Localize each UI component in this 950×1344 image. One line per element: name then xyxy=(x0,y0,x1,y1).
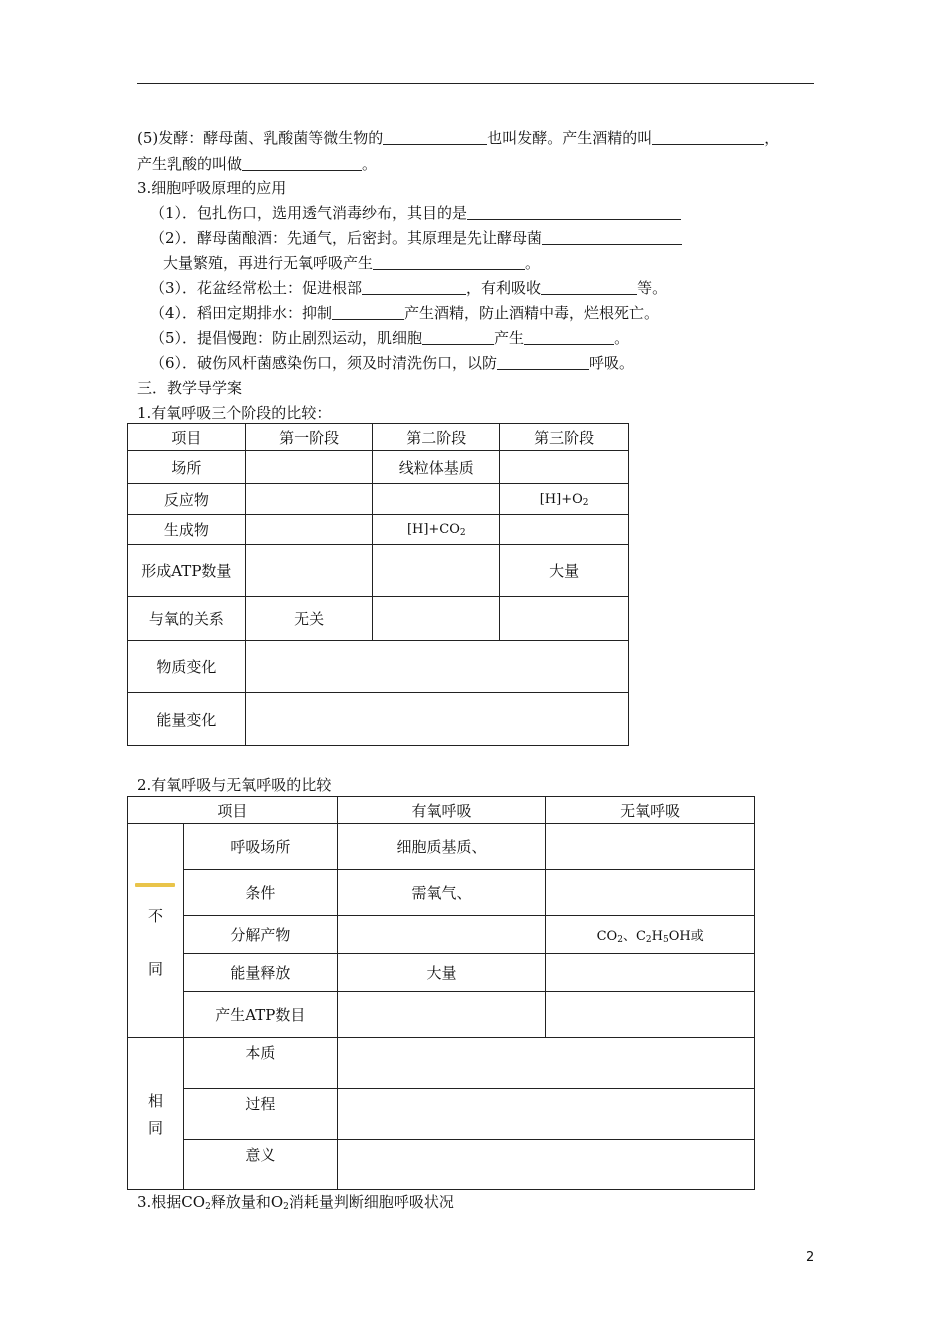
text: 呼吸。 xyxy=(589,354,635,372)
answer-blank[interactable] xyxy=(652,128,764,145)
table-cell: 大量 xyxy=(500,545,629,597)
header-cell: 项目 xyxy=(128,797,338,824)
header-cell: 项目 xyxy=(128,424,246,451)
table-cell xyxy=(546,916,755,954)
answer-cell[interactable] xyxy=(337,1038,754,1089)
text: 3.根据CO xyxy=(137,1193,206,1211)
answer-blank[interactable] xyxy=(383,128,487,145)
answer-cell[interactable] xyxy=(245,641,628,693)
similarity-group-label xyxy=(128,1038,184,1190)
answer-cell[interactable] xyxy=(500,451,629,484)
application-item-3 xyxy=(150,278,667,298)
ferment-line-1 xyxy=(137,128,779,148)
header-cell: 无氧呼吸 xyxy=(546,797,755,824)
text: （1）．包扎伤口，选用透气消毒纱布，其目的是 xyxy=(150,204,468,222)
text: 释放量和O xyxy=(210,1193,284,1211)
text: 、C xyxy=(622,929,646,944)
text: 等。 xyxy=(637,279,668,297)
answer-blank[interactable] xyxy=(467,203,681,220)
text: 同 xyxy=(147,1118,163,1137)
answer-blank[interactable] xyxy=(542,228,682,245)
subscript: 2 xyxy=(459,528,466,538)
answer-blank[interactable] xyxy=(497,353,589,370)
subscript: 2 xyxy=(283,1202,289,1212)
text: (5)发酵：酵母菌、乳酸菌等微生物的 xyxy=(137,129,384,147)
header-cell: 有氧呼吸 xyxy=(337,797,546,824)
answer-cell[interactable] xyxy=(245,545,373,597)
answer-cell[interactable] xyxy=(245,515,373,545)
answer-cell[interactable] xyxy=(373,484,500,515)
page-number: 2 xyxy=(806,1250,815,1265)
answer-cell[interactable] xyxy=(337,1089,754,1140)
row-label: 能量释放 xyxy=(183,954,337,992)
row-label: 产生ATP数目 xyxy=(183,992,337,1038)
text: （6）．破伤风杆菌感染伤口，须及时清洗伤口，以防 xyxy=(150,354,498,372)
table1-caption: 1.有氧呼吸三个阶段的比较： xyxy=(137,404,332,422)
application-item-4 xyxy=(150,303,659,323)
header-cell: 第三阶段 xyxy=(500,424,629,451)
header-cell: 第一阶段 xyxy=(245,424,373,451)
answer-blank[interactable] xyxy=(524,328,614,345)
text: 大量繁殖，再进行无氧呼吸产生 xyxy=(163,254,374,272)
table2-caption: 2.有氧呼吸与无氧呼吸的比较 xyxy=(137,776,332,794)
answer-blank[interactable] xyxy=(541,278,637,295)
ferment-line-2 xyxy=(137,154,377,174)
part-heading: 三．教学导学案 xyxy=(137,379,243,397)
row-label: 本质 xyxy=(183,1038,337,1089)
table-cell: 大量 xyxy=(337,954,546,992)
answer-cell[interactable] xyxy=(245,693,628,746)
text: [H]+CO xyxy=(406,522,460,537)
text: 。 xyxy=(525,254,541,272)
text: 也叫发酵。产生酒精的叫 xyxy=(487,129,653,147)
subscript: 5 xyxy=(662,935,669,945)
answer-cell[interactable] xyxy=(337,1140,754,1190)
text: （3）．花盆经常松土：促进根部 xyxy=(150,279,363,297)
answer-cell[interactable] xyxy=(373,545,500,597)
answer-cell[interactable] xyxy=(546,954,755,992)
text: 相 xyxy=(147,1091,163,1110)
answer-cell[interactable] xyxy=(546,824,755,870)
answer-blank[interactable] xyxy=(373,253,525,270)
row-label: 分解产物 xyxy=(183,916,337,954)
answer-cell[interactable] xyxy=(373,597,500,641)
text: ， xyxy=(764,129,780,147)
answer-blank[interactable] xyxy=(242,154,362,171)
text: 同 xyxy=(147,959,163,978)
answer-cell[interactable] xyxy=(337,992,546,1038)
row-label: 反应物 xyxy=(128,484,246,515)
answer-cell[interactable] xyxy=(245,484,373,515)
text: 不 xyxy=(147,906,163,925)
application-item-2 xyxy=(150,228,682,248)
row-label: 场所 xyxy=(128,451,246,484)
table-cell: 无关 xyxy=(245,597,373,641)
watermark-stamp xyxy=(135,883,175,887)
row-label: 与氧的关系 xyxy=(128,597,246,641)
answer-cell[interactable] xyxy=(546,870,755,916)
table-cell xyxy=(500,484,629,515)
section-heading xyxy=(137,1192,454,1212)
subscript: 2 xyxy=(582,497,589,508)
application-item-2-cont xyxy=(163,253,540,273)
answer-cell[interactable] xyxy=(245,451,373,484)
header-rule xyxy=(137,83,814,84)
text: （5）．提倡慢跑：防止剧烈运动，肌细胞 xyxy=(150,329,423,347)
section-heading: 3.细胞呼吸原理的应用 xyxy=(137,179,287,197)
row-label: 能量变化 xyxy=(128,693,246,746)
text: OH或 xyxy=(668,929,704,944)
application-item-5 xyxy=(150,328,629,348)
application-item-6 xyxy=(150,353,634,373)
answer-blank[interactable] xyxy=(422,328,494,345)
text: 产生 xyxy=(494,329,525,347)
row-label: 形成ATP数量 xyxy=(128,545,246,597)
table-cell xyxy=(373,515,500,545)
row-label: 物质变化 xyxy=(128,641,246,693)
row-label: 条件 xyxy=(183,870,337,916)
subscript: 2 xyxy=(205,1202,211,1212)
aerobic-stages-table xyxy=(127,423,629,746)
answer-cell[interactable] xyxy=(500,597,629,641)
row-label: 呼吸场所 xyxy=(183,824,337,870)
text: 消耗量判断细胞呼吸状况 xyxy=(288,1193,454,1211)
answer-blank[interactable] xyxy=(332,303,404,320)
table-cell: 细胞质基质、 xyxy=(337,824,546,870)
table-cell: 线粒体基质 xyxy=(373,451,500,484)
table-cell: 需氧气、 xyxy=(337,870,546,916)
answer-cell[interactable] xyxy=(546,992,755,1038)
difference-group-label xyxy=(128,824,184,1038)
row-label: 生成物 xyxy=(128,515,246,545)
text: 产生酒精，防止酒精中毒，烂根死亡。 xyxy=(404,304,660,322)
row-label: 意义 xyxy=(183,1140,337,1190)
subscript: 2 xyxy=(645,935,652,945)
answer-blank[interactable] xyxy=(362,278,466,295)
text: CO xyxy=(596,929,618,944)
text: 。 xyxy=(614,329,630,347)
row-label: 过程 xyxy=(183,1089,337,1140)
text: 。 xyxy=(362,155,378,173)
text: （4）．稻田定期排水：抑制 xyxy=(150,304,333,322)
respiration-comparison-table xyxy=(127,796,755,1190)
answer-cell[interactable] xyxy=(500,515,629,545)
subscript: 2 xyxy=(617,935,623,945)
text: 产生乳酸的叫做 xyxy=(137,155,243,173)
header-cell: 第二阶段 xyxy=(373,424,500,451)
answer-cell[interactable] xyxy=(337,916,546,954)
text: H xyxy=(651,929,663,944)
text: ，有利吸收 xyxy=(466,279,542,297)
application-item-1 xyxy=(150,203,681,223)
text: [H]+O xyxy=(539,491,583,507)
text: （2）．酵母菌酿酒：先通气，后密封。其原理是先让酵母菌 xyxy=(150,229,543,247)
